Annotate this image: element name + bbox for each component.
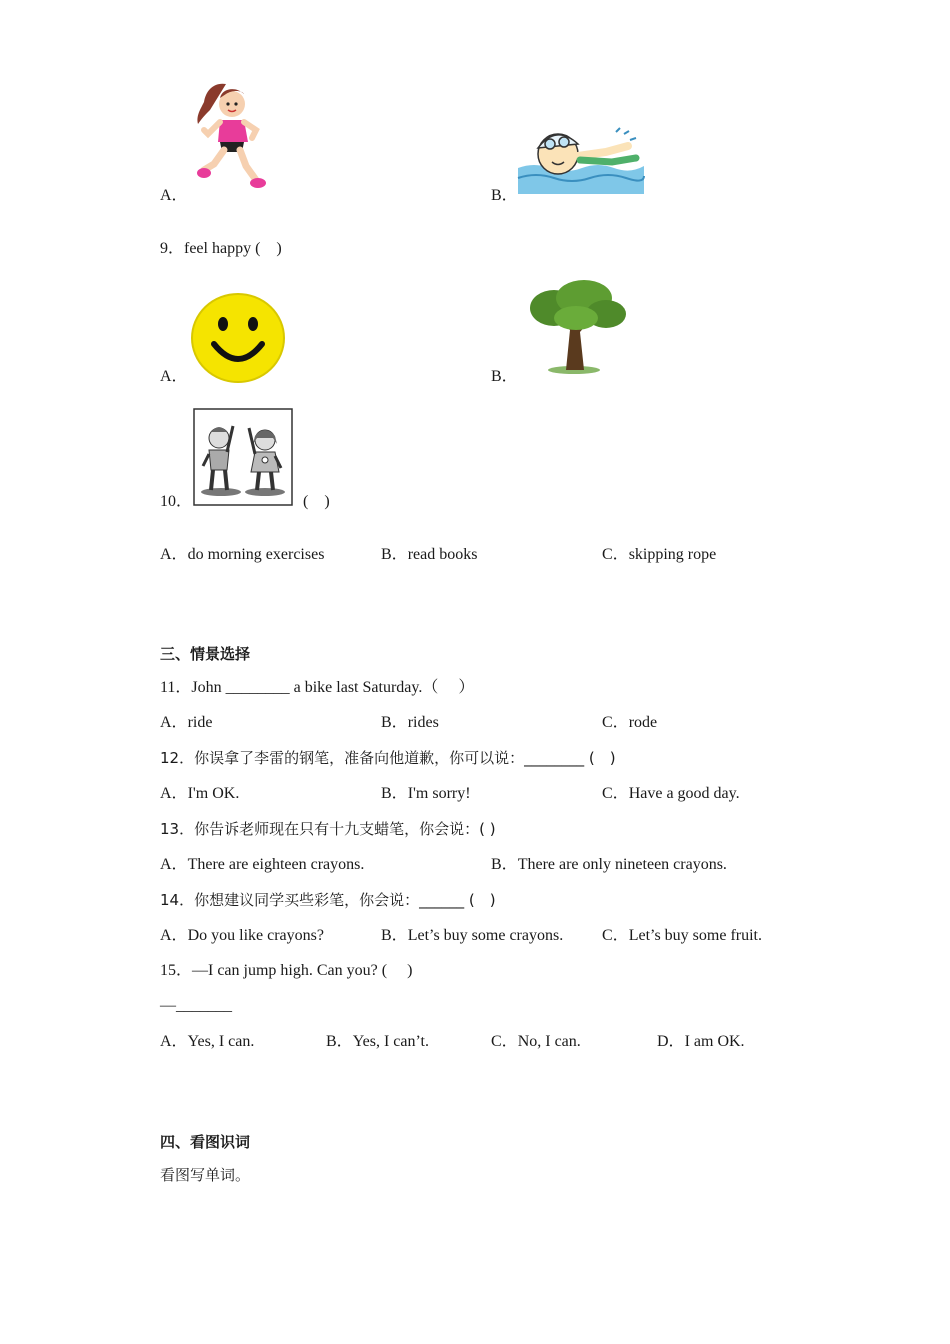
q10-option-c[interactable]: C．skipping rope: [602, 546, 717, 563]
q10-option-b[interactable]: B．read books: [381, 546, 478, 563]
q12-option-c[interactable]: C．Have a good day.: [602, 785, 740, 802]
q10-answer-paren[interactable]: ( ): [303, 493, 330, 510]
q11-option-c[interactable]: C．rode: [602, 714, 658, 731]
q12-option-a[interactable]: A．I'm OK.: [160, 785, 240, 802]
two-children-exercising-image: [193, 408, 293, 506]
running-girl-image: [192, 80, 270, 192]
q11-question: 11．John ________ a bike last Saturday.（ ）: [160, 679, 475, 696]
q10-option-a[interactable]: A．do morning exercises: [160, 546, 325, 563]
q13-question: 13．你告诉老师现在只有十九支蜡笔，你会说：( ): [160, 820, 496, 838]
q15-answer-line[interactable]: —_______: [160, 997, 232, 1014]
q10-number: 10．: [160, 493, 193, 510]
q8-option-a-label[interactable]: A．: [160, 187, 188, 204]
section-3-title: 三、情景选择: [160, 645, 251, 663]
q12-option-b[interactable]: B．I'm sorry!: [381, 785, 471, 802]
q15-option-c[interactable]: C．No, I can.: [491, 1033, 581, 1050]
q15-option-a[interactable]: A．Yes, I can.: [160, 1033, 255, 1050]
q11-option-b[interactable]: B．rides: [381, 714, 439, 731]
q14-option-c[interactable]: C．Let’s buy some fruit.: [602, 927, 762, 944]
q15-option-b[interactable]: B．Yes, I can’t.: [326, 1033, 429, 1050]
section-4-instruction: 看图写单词。: [160, 1166, 251, 1184]
q14-question: 14．你想建议同学买些彩笔，你会说：______ ( ): [160, 891, 496, 909]
swimming-boy-image: [516, 122, 646, 194]
section-4-title: 四、看图识词: [160, 1133, 251, 1151]
tree-image: [526, 278, 628, 376]
q11-option-a[interactable]: A．ride: [160, 714, 213, 731]
q9-option-a-label[interactable]: A．: [160, 368, 188, 385]
smiley-face-image: [190, 292, 286, 384]
q13-option-a[interactable]: A．There are eighteen crayons.: [160, 856, 365, 873]
q9-option-b-label[interactable]: B．: [491, 368, 518, 385]
q12-question: 12．你误拿了李雷的钢笔，准备向他道歉，你可以说：________ ( ): [160, 749, 616, 767]
q14-option-a[interactable]: A．Do you like crayons?: [160, 927, 324, 944]
q9-question: 9．feel happy ( ): [160, 240, 282, 257]
q14-option-b[interactable]: B．Let’s buy some crayons.: [381, 927, 564, 944]
q15-option-d[interactable]: D．I am OK.: [657, 1033, 745, 1050]
q8-option-b-label[interactable]: B．: [491, 187, 518, 204]
q15-question: 15．—I can jump high. Can you? ( ): [160, 962, 413, 979]
q13-option-b[interactable]: B．There are only nineteen crayons.: [491, 856, 727, 873]
